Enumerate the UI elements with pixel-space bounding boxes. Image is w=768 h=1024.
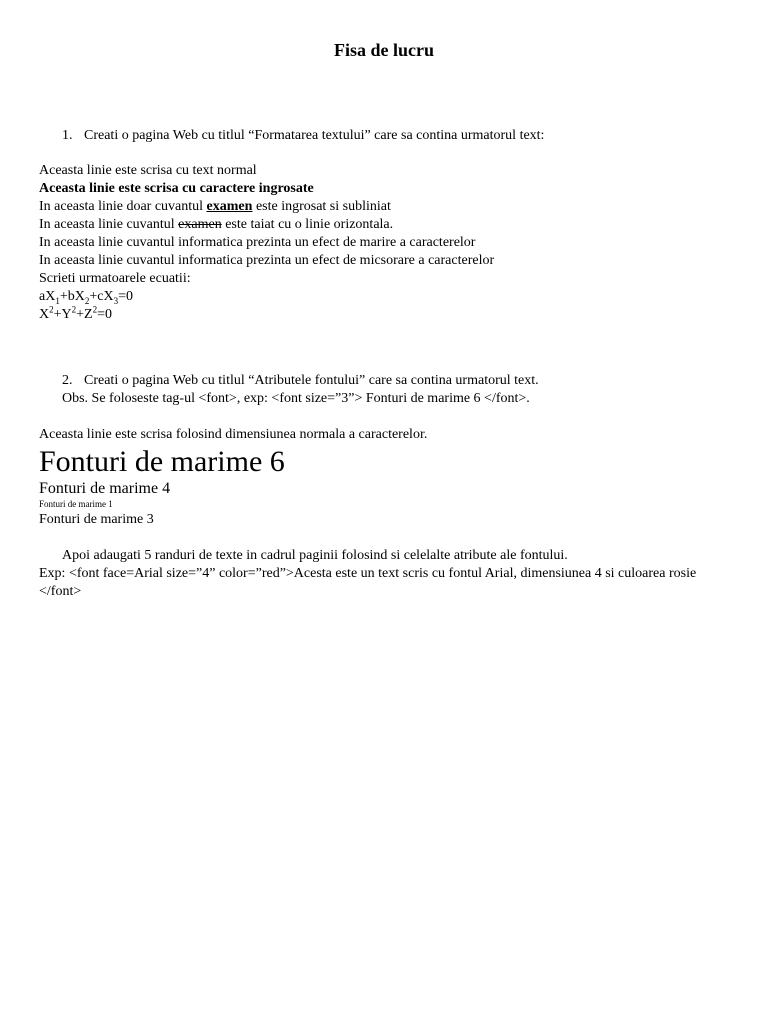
task-1-number: 1. bbox=[62, 128, 73, 143]
equation-1: $aX_1+bX_2+cX_3=0$ bbox=[39, 289, 133, 306]
task-2 bbox=[62, 372, 539, 390]
extra-instruction: Apoi adaugati 5 randuri de texte in cadrul paginii folosind si celelalte atribute ale fontului. bbox=[62, 548, 568, 563]
task-2-number: 2. bbox=[62, 373, 73, 388]
bold-underlined-word: examen bbox=[206, 199, 253, 214]
font-size-4-sample: Fonturi de marime 4 bbox=[39, 480, 171, 497]
sample2-line-normal: Aceasta linie este scrisa folosind dimensiunea normala a caracterelor. bbox=[39, 427, 428, 442]
strikethrough-word: examen bbox=[178, 217, 222, 232]
equation-2: $X^2+Y^2+Z^2=0$ bbox=[39, 304, 112, 322]
task-1 bbox=[62, 127, 544, 145]
font-size-1-sample: Fonturi de marime 1 bbox=[39, 499, 113, 509]
font-size-6-sample: Fonturi de marime 6 bbox=[39, 445, 285, 478]
sample-line-bigger: In aceasta linie cuvantul informatica prezinta un efect de marire a caracterelor bbox=[39, 235, 476, 250]
task-2-observation: Obs. Se foloseste tag-ul <font>, exp: <font size=”3”> Fonturi de marime 6 </font>. bbox=[62, 391, 530, 406]
sample-line-underline: In aceasta linie doar cuvantul examen este ingrosat si subliniat bbox=[39, 199, 391, 214]
sample-line-normal: Aceasta linie este scrisa cu text normal bbox=[39, 163, 257, 178]
font-size-3-sample: Fonturi de marime 3 bbox=[39, 512, 154, 527]
page-title: Fisa de lucru bbox=[333, 40, 434, 60]
sample-line-smaller: In aceasta linie cuvantul informatica prezinta un efect de micsorare a caracterelor bbox=[39, 253, 495, 268]
extra-example: Exp: <font face=Arial size=”4” color=”red”>Acesta este un text scris cu fontul Arial, dimensiunea 4 si culoarea rosie </font> bbox=[39, 566, 697, 599]
sample-line-strike: In aceasta linie cuvantul examen este taiat cu o linie orizontala. bbox=[39, 217, 394, 232]
sample-line-equations: Scrieti urmatoarele ecuatii: bbox=[39, 271, 191, 286]
task-1-text: Creati o pagina Web cu titlul “Formatarea textului” care sa contina urmatorul text: bbox=[84, 128, 545, 143]
task-2-text: Creati o pagina Web cu titlul “Atributele fontului” care sa contina urmatorul text. bbox=[84, 373, 539, 388]
sample-line-bold: Aceasta linie este scrisa cu caractere ingrosate bbox=[39, 181, 314, 196]
